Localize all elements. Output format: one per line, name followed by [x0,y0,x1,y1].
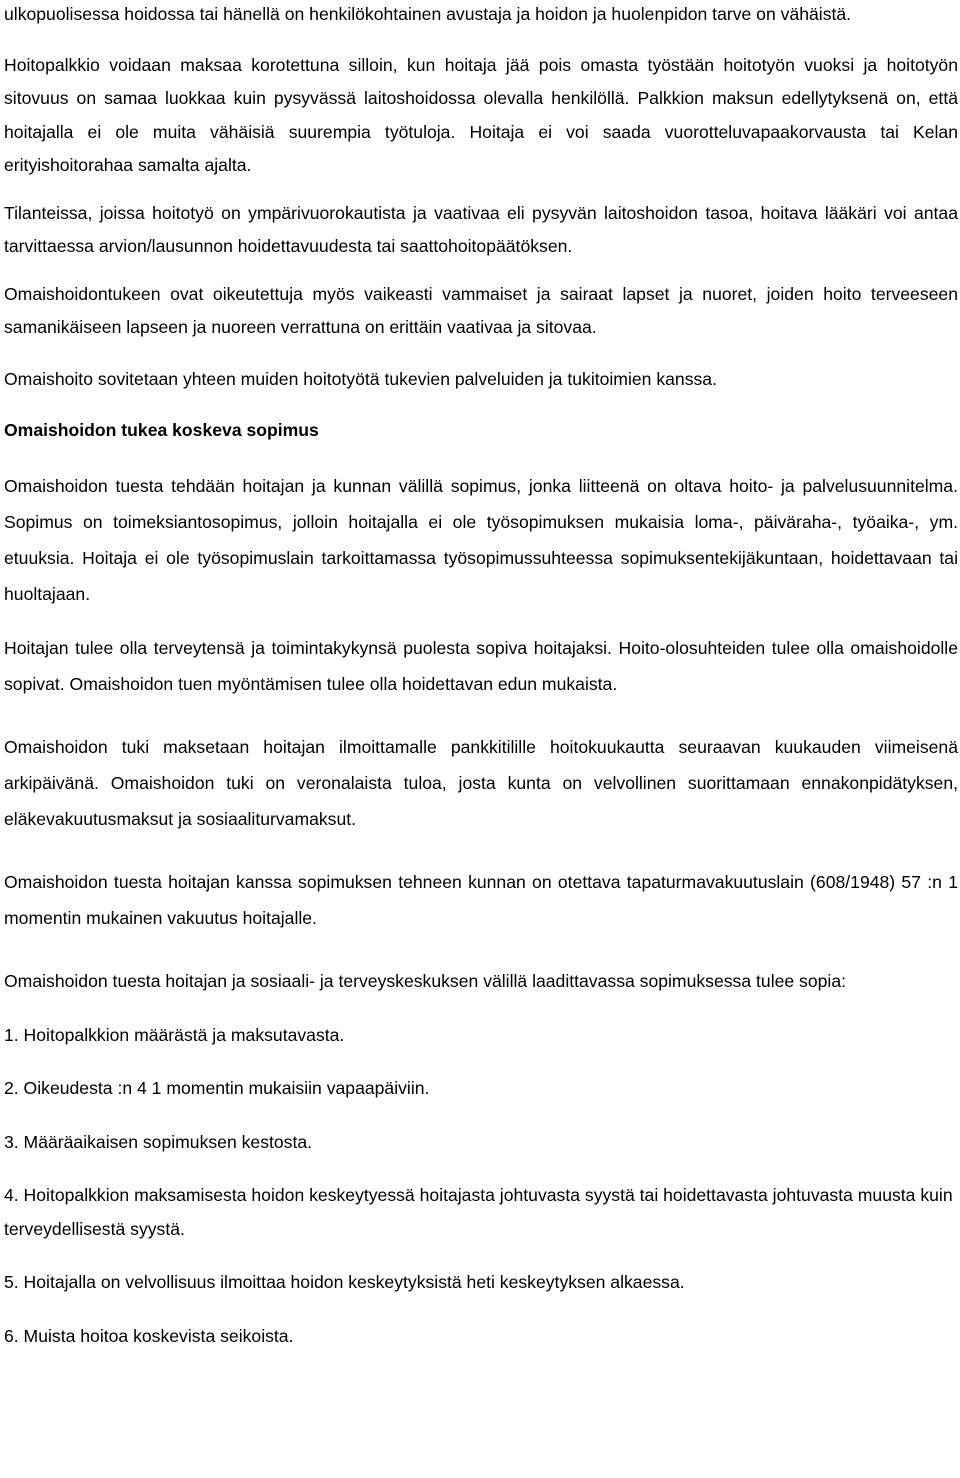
list-item: 2. Oikeudesta :n 4 1 momentin mukaisiin vapaapäiviin. [4,1078,430,1099]
list-item: 5. Hoitajalla on velvollisuus ilmoittaa hoidon keskeytyksistä heti keskeytyksen alkaessa. [4,1272,685,1293]
paragraph-hoitopalkkio: Hoitopalkkio voidaan maksaa korotettuna silloin, kun hoitaja jää pois omasta työstään hoitotyön vuoksi ja hoitotyön sitovuus on samaa luokkaa kuin pysyvässä laitoshoidossa olevalla henkilöllä. Palkkion maksun edellytyksenä on, että hoitajalla ei ole muita vähäisiä suurempia työtuloja. Hoitaja ei voi saada vuorotteluvapaakorvausta tai Kelan erityishoitorahaa samalta ajalta. [4,54,958,176]
section-heading: Omaishoidon tukea koskeva sopimus [4,420,319,441]
paragraph-sopimus: Omaishoidon tuesta tehdään hoitajan ja kunnan välillä sopimus, jonka liitteenä on oltava hoito- ja palvelusuunnitelma. Sopimus on toimeksiantosopimus, jolloin hoitajalla ei ole työsopimuksen mukaisia loma-, päiväraha-, työaika-, ym. etuuksia. Hoitaja ei ole työsopimuslain tarkoittamassa työsopimussuhteessa sopimuksentekijäkuntaan, hoidettavaan tai huoltajaan. [4,475,958,604]
list-item: 1. Hoitopalkkion määrästä ja maksutavasta. [4,1024,345,1045]
paragraph-tilanteissa: Tilanteissa, joissa hoitotyö on ympärivuorokautista ja vaativaa eli pysyvän laitoshoidon tasoa, hoitava lääkäri voi antaa tarvittaessa arvion/lausunnon hoidettavuudesta tai saattohoitopäätöksen. [4,202,958,257]
paragraph-maksu: Omaishoidon tuki maksetaan hoitajan ilmoittamalle pankkitilille hoitokuukautta seuraavan kuukauden viimeisenä arkipäivänä. Omaishoidon tuki on veronalaista tuloa, josta kunta on velvollinen suorittamaan ennakonpidätyksen, eläkevakuutusmaksut ja sosiaaliturvamaksut. [4,736,958,829]
paragraph-vakuutus: Omaishoidon tuesta hoitajan kanssa sopimuksen tehneen kunnan on otettava tapaturmavakuutuslain (608/1948) 57 :n 1 momentin mukainen vakuutus hoitajalle. [4,871,958,928]
paragraph-sopia: Omaishoidon tuesta hoitajan ja sosiaali- ja terveyskeskuksen välillä laadittavassa sopimuksessa tulee sopia: [4,970,847,991]
agreement-list [4,1019,958,1354]
paragraph-continuation: ulkopuolisessa hoidossa tai hänellä on henkilökohtainen avustaja ja hoidon ja huolenpidon tarve on vähäistä. [4,4,852,24]
list-item: 6. Muista hoitoa koskevista seikoista. [4,1325,294,1346]
list-item: 4. Hoitopalkkion maksamisesta hoidon keskeytyessä hoitajasta johtuvasta syystä tai hoidettavasta johtuvasta muusta kuin terveydellisestä syystä. [4,1185,953,1239]
document-page [4,0,958,1353]
paragraph-lapset: Omaishoidontukeen ovat oikeutettuja myös vaikeasti vammaiset ja sairaat lapset ja nuoret, joiden hoito terveeseen samanikäiseen lapseen ja nuoreen verrattuna on erittäin vaativaa ja sitovaa. [4,283,958,338]
paragraph-sovitetaan: Omaishoito sovitetaan yhteen muiden hoitotyötä tukevien palveluiden ja tukitoimien kanssa. [4,368,717,389]
paragraph-hoitajan-terveys: Hoitajan tulee olla terveytensä ja toimintakykynsä puolesta sopiva hoitajaksi. Hoito-olosuhteiden tulee olla omaishoidolle sopivat. Omaishoidon tuen myöntämisen tulee olla hoidettavan edun mukaista. [4,637,958,694]
list-item: 3. Määräaikaisen sopimuksen kestosta. [4,1131,313,1152]
